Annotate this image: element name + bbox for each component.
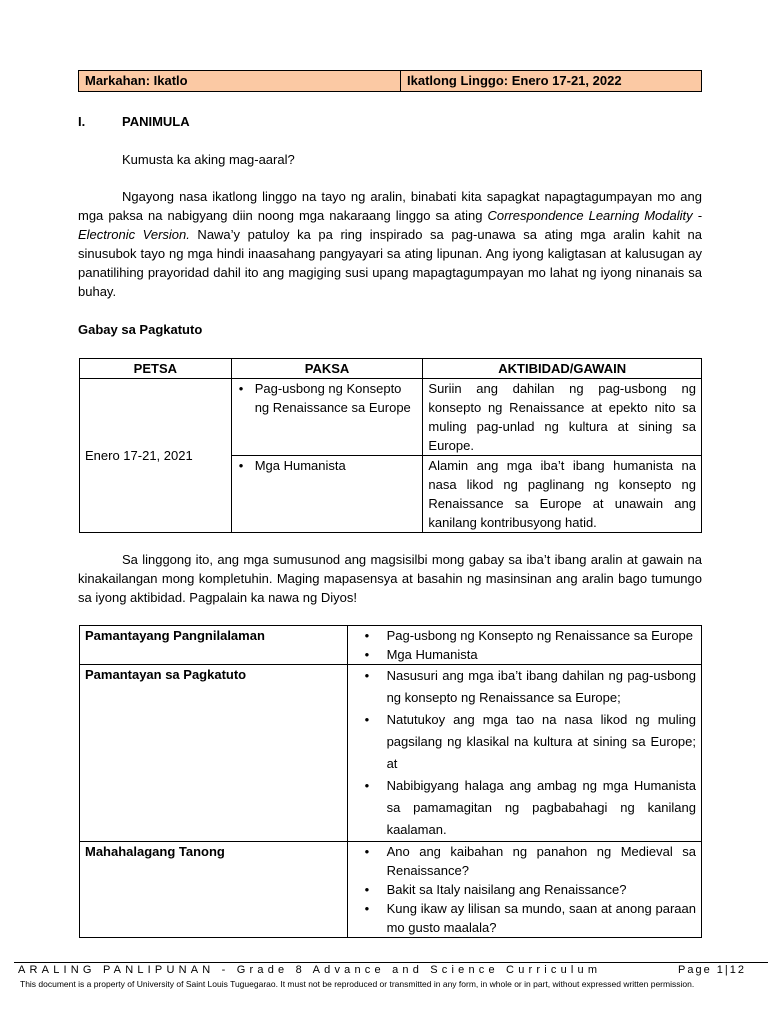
col-petsa: PETSA bbox=[80, 359, 232, 379]
col-aktibidad: AKTIBIDAD/GAWAIN bbox=[423, 359, 702, 379]
list-item: • Bakit sa Italy naisilang ang Renaissance? bbox=[353, 880, 696, 899]
section-heading bbox=[78, 112, 702, 131]
list-item: • Pag-usbong ng Konsepto ng Renaissance sa Europe bbox=[237, 379, 418, 417]
intro-paragraph bbox=[78, 187, 702, 301]
table-row bbox=[80, 842, 702, 938]
list-item: • Ano ang kaibahan ng panahon ng Medieval sa Renaissance? bbox=[353, 842, 696, 880]
footer-divider bbox=[14, 962, 768, 963]
list-item: • Nabibigyang halaga ang ambag ng mga Humanista sa pamamagitan ng pagbabahagi ng kanilang kaalaman. bbox=[353, 775, 696, 841]
activity-cell: Alamin ang mga iba’t ibang humanista na nasa likod ng paglinang ng konsepto ng Renaissance sa Europe at unawain ang kanilang kontribusyong hatid. bbox=[423, 456, 702, 533]
list-item: • Nasusuri ang mga iba’t ibang dahilan ng pag-usbong ng konsepto ng Renaissance sa Europe; bbox=[353, 665, 696, 709]
topic-cell bbox=[231, 456, 423, 533]
standard-items bbox=[347, 626, 701, 665]
week-label: Ikatlong Linggo: Enero 17-21, 2022 bbox=[407, 73, 622, 88]
footer-course: ARALING PANLIPUNAN - Grade 8 Advance and Science Curriculum bbox=[18, 964, 602, 976]
standard-items bbox=[347, 665, 701, 842]
section-number: I. bbox=[78, 114, 86, 129]
standard-items bbox=[347, 842, 701, 938]
standard-label: Pamantayang Pangnilalaman bbox=[80, 626, 348, 665]
list-item: • Kung ikaw ay lilisan sa mundo, saan at anong paraan mo gusto maalala? bbox=[353, 899, 696, 937]
intro-italic: Correspondence Learning Modality - Electronic Version. bbox=[78, 208, 702, 242]
standard-label: Mahahalagang Tanong bbox=[80, 842, 348, 938]
schedule-table bbox=[79, 358, 702, 533]
footer-copyright: This document is a property of University of Saint Louis Tuguegarao. It must not be reproduced or transmitted in any form, in whole or in part, without expressed written permission. bbox=[20, 979, 695, 989]
list-item: • Mga Humanista bbox=[237, 456, 418, 475]
quarter-header bbox=[78, 70, 702, 92]
list-item: • Natutukoy ang mga tao na nasa likod ng muling pagsilang ng klasikal na kultura at sining sa Europe; at bbox=[353, 709, 696, 775]
quarter-label: Markahan: Ikatlo bbox=[79, 71, 401, 91]
greeting: Kumusta ka aking mag-aaral? bbox=[122, 152, 295, 167]
intro-text-1: Ngayong nasa ikatlong linggo na tayo ng aralin, binabati kita sapagkat napagtagumpayan mo ang mga paksa na nabigyang diin noong mga nakaraang linggo sa ating bbox=[78, 189, 702, 223]
intro-text-2: Nawa’y patuloy ka pa ring inspirado sa pag-unawa sa ating mga aralin kahit na sinusubok tayo ng mga hindi inaasahang pangyayari sa ating lipunan. Ang iyong kaligtasan at kalusugan ay panatilihing prayoridad dahil ito ang magiging susi upang mapagtagumpayan mo lahat ng iyong ninanais sa buhay. bbox=[78, 227, 702, 299]
list-item: • Mga Humanista bbox=[353, 645, 696, 664]
table-row bbox=[80, 379, 702, 456]
table-row bbox=[80, 626, 702, 665]
list-item: • Pag-usbong ng Konsepto ng Renaissance sa Europe bbox=[353, 626, 696, 645]
gabay-heading: Gabay sa Pagkatuto bbox=[78, 322, 203, 337]
closing-paragraph: Sa linggong ito, ang mga sumusunod ang magsisilbi mong gabay sa iba’t ibang aralin at gawain na kinakailangan mong kompletuhin. Maging mapasensya at basahin ng masinsinan ang aralin bago tumungo sa iyong aktibidad. Pagpalain ka nawa ng Diyos! bbox=[78, 552, 702, 605]
schedule-header-row bbox=[80, 359, 702, 379]
footer-page-number: Page 1|12 bbox=[678, 964, 746, 976]
date-cell: Enero 17-21, 2021 bbox=[80, 379, 232, 533]
section-title: PANIMULA bbox=[122, 114, 190, 129]
col-paksa: PAKSA bbox=[231, 359, 423, 379]
activity-cell: Suriin ang dahilan ng pag-usbong ng konsepto ng Renaissance at epekto nito sa muling pag-unlad ng kultura at sining sa Europe. bbox=[423, 379, 702, 456]
table-row bbox=[80, 665, 702, 842]
standard-label: Pamantayan sa Pagkatuto bbox=[80, 665, 348, 842]
standards-table bbox=[79, 625, 702, 938]
topic-cell bbox=[231, 379, 423, 456]
